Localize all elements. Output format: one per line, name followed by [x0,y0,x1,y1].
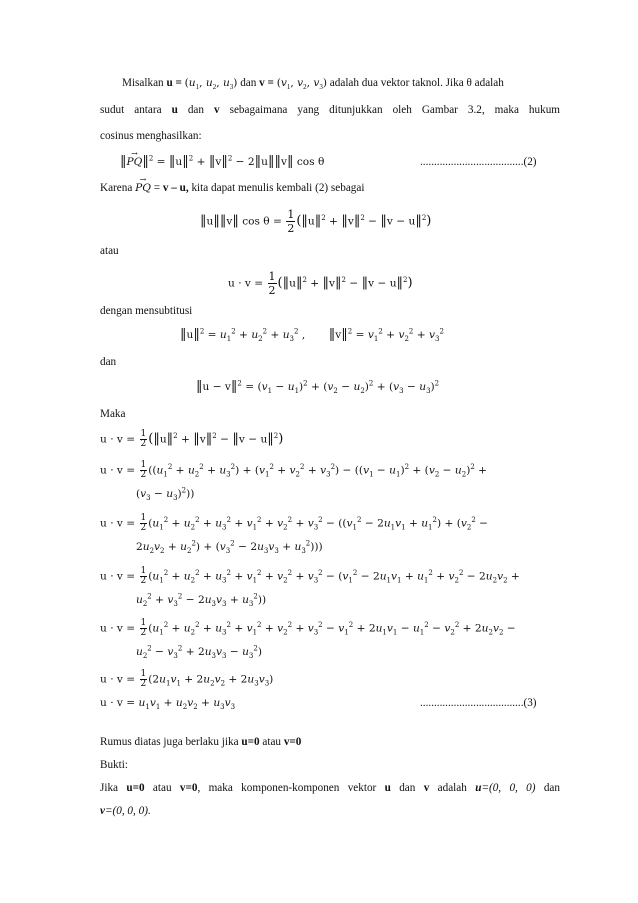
equation-3-label: .....................................(3) [420,697,537,709]
step-line-5a: u · v = $\frac{1}{2}$ ($u_1^2 + u_2^2 + u_3^2 + v_1^2 + v_2^2 + v_3^2 - v_1^2 + 2u_1v_1 - u_1^2 - v_2^2 + 2u_2v_2$ − [100,618,516,638]
dengan-line: dengan mensubtitusi [100,305,193,317]
p1-lead [0,0,1,1]
intro-line-3: cosinus menghasilkan: [100,130,202,142]
step-line-2b: $(v_3 - u_3)^2$)) [136,486,195,503]
step-line-5b: $u_2^2 - v_3^2 + 2u_3v_3 - u_3^2$) [136,644,262,661]
dan-line: dan [100,356,117,368]
dot-equation: u · v = $\frac{1}{2}$ (‖u‖$^2$ + ‖v‖$^2$ − ‖v − u‖$^2$) [228,270,413,297]
intro-line-1: Misalkan $u = (u_1$, $u_2$, $u_3$) dan $v = (v_1$, $v_2$, $v_3$) adalah dua vektor taknol. Jika θ adalah [122,77,504,92]
atau-line: atau [100,245,119,257]
bukti-line: Bukti: [100,759,128,771]
jika-line-2: v=(0, 0, 0). [100,805,151,817]
step-line-7: $u \cdot v = u_1v_1 + u_2v_2 + u_3v_3$ [100,697,236,712]
step-line-3b: $2u_2v_2 + u_2^2) + (v_3^2 - 2u_3v_3 + u_3^2)$)) [136,539,323,556]
step-line-4b: $u_2^2 + v_3^2 - 2u_3v_3 + u_3^2$)) [136,592,267,609]
step-line-6: u · v = $\frac{1}{2}$ $(2u_1v_1 + 2u_2v_2 + 2u_3v_3)$ [100,669,274,689]
intro-line-2: sudut antara u dan v sebagaimana yang ditunjukkan oleh Gambar 3.2, maka hukum [100,104,560,116]
step-line-4a: u · v = $\frac{1}{2}$ ($u_1^2 + u_2^2 + u_3^2 + v_1^2 + v_2^2 + v_3^2 - (v_1^2 - 2u_1v_1 + u_1^2 + v_2^2 - 2u_2v_2$ + [100,566,520,586]
norms-equation: ‖u‖$^2$ = $u_1^2 + u_2^2 + u_3^2$ , ‖v‖$^2$ = $v_1^2 + v_2^2 + v_3^2$ [180,327,444,344]
maka-line: Maka [100,408,126,420]
rewrite-equation: ‖u‖‖v‖ cos θ = $\frac{1}{2}$ (‖u‖$^2$ + ‖v‖$^2$ − ‖v − u‖$^2$) [200,208,432,235]
rumus-line: Rumus diatas juga berlaku jika u=0 atau v=0 [100,736,302,748]
step-line-2a: u · v = $\frac{1}{2}$ ($(u_1^2 + u_2^2 + u_3^2) + (v_1^2 + v_2^2 + v_3^2) - ((v_1 - u_1)^2 + (v_2 - u_2)^2$ + [100,460,488,480]
step-line-1: u · v = $\frac{1}{2}$ (‖u‖$^2$ + ‖v‖$^2$ − ‖v − u‖$^2$) [100,429,284,449]
equation-2-label: .....................................(2) [420,156,537,168]
equation-2: ‖→ PQ‖$^2$ = ‖u‖$^2$ + ‖v‖$^2$ − 2‖u‖‖v‖ cos θ [120,155,324,169]
karena-line: Karena → PQ = v – u, kita dapat menulis kembali (2) sebagai [100,181,364,195]
diff-equation: ‖u − v‖$^2$ = $(v_1 - u_1)^2 + (v_2 - u_2)^2 + (v_3 - u_3)^2$ [196,379,440,396]
step-line-3a: u · v = $\frac{1}{2}$ ($u_1^2 + u_2^2 + u_3^2 + v_1^2 + v_2^2 + v_3^2 - ((v_1^2 - 2u_1v_1 + u_1^2) + (v_2^2$ − [100,513,489,533]
jika-line-1: Jika u=0 atau v=0, maka komponen-komponen vektor u dan v adalah u=(0, 0, 0) dan [100,782,560,794]
